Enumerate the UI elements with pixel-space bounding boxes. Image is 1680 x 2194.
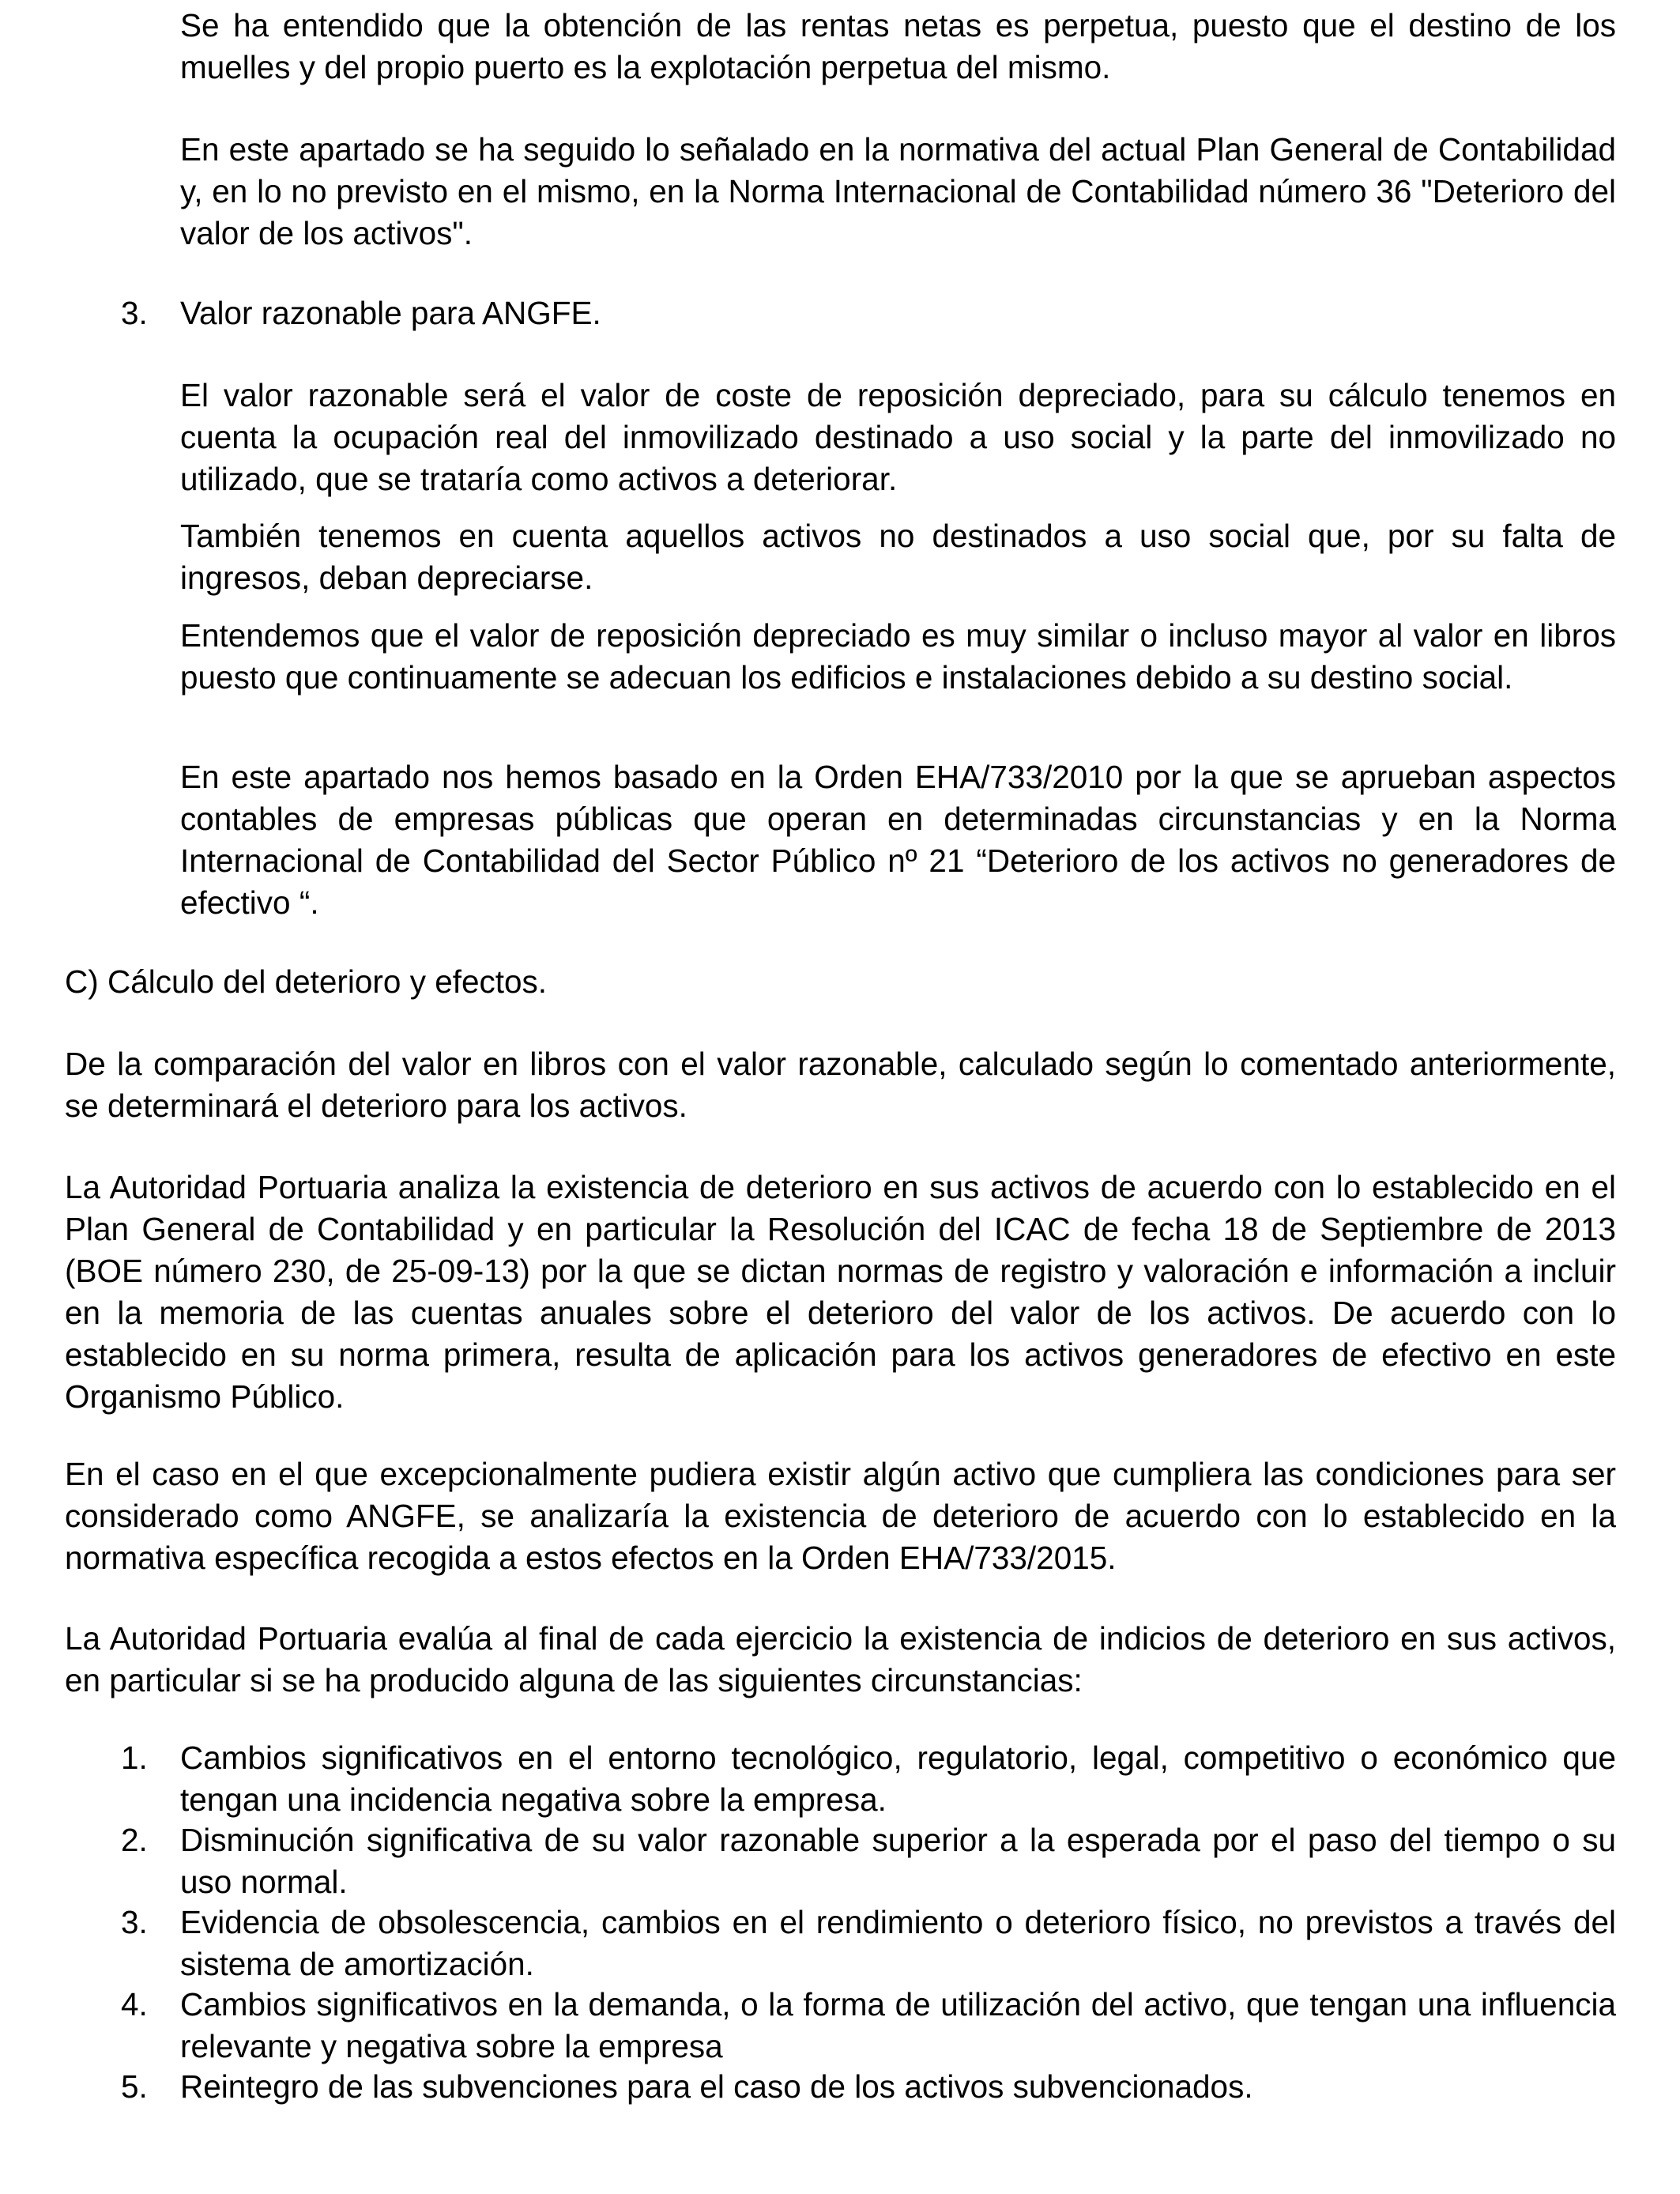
paragraph-orden-eha: En este apartado nos hemos basado en la Orden EHA/733/2010 por la que se aprueban aspectos contables de empresas públicas que operan en determinadas circunstancias y en la Norma Internacional de Contabilidad del Sector Público nº 21 “Deterioro de los activos no generadores de efectivo “. <box>180 759 1616 921</box>
section-number-3: 3. <box>121 295 148 331</box>
paragraph-activos-no-sociales: También tenemos en cuenta aquellos activos no destinados a uso social que, por su falta de ingresos, deban depreciarse. <box>180 518 1616 596</box>
paragraph-valor-reposicion: Entendemos que el valor de reposición depreciado es muy similar o incluso mayor al valor en libros puesto que continuamente se adecuan los edificios e instalaciones debido a su destino social. <box>180 617 1616 696</box>
list-item: Cambios significativos en la demanda, o la forma de utilización del activo, que tengan una influencia relevante y negativa sobre la empresa <box>180 1986 1616 2064</box>
paragraph-evaluacion-indicios: La Autoridad Portuaria evalúa al final de cada ejercicio la existencia de indicios de deterioro en sus activos, en particular si se ha producido alguna de las siguientes circunstancias: <box>65 1620 1616 1698</box>
list-item-number: 2. <box>121 1822 148 1858</box>
paragraph-valor-razonable: El valor razonable será el valor de coste de reposición depreciado, para su cálculo tenemos en cuenta la ocupación real del inmovilizado destinado a uso social y la parte del inmovilizado no utilizado, que se trataría como activos a deteriorar. <box>180 377 1616 497</box>
list-item-number: 4. <box>121 1986 148 2022</box>
paragraph-angfe: En el caso en el que excepcionalmente pudiera existir algún activo que cumpliera las condiciones para ser considerado como ANGFE, se analizaría la existencia de deterioro de acuerdo con lo establecido en la normativa específica recogida a estos efectos en la Orden EHA/733/2015. <box>65 1456 1616 1576</box>
paragraph-normativa-pgc: En este apartado se ha seguido lo señalado en la normativa del actual Plan General de Contabilidad y, en lo no previsto en el mismo, en la Norma Internacional de Contabilidad número 36 "Deterioro del valor de los activos". <box>180 131 1616 251</box>
paragraph-comparacion: De la comparación del valor en libros con el valor razonable, calculado según lo comentado anteriormente, se determinará el deterioro para los activos. <box>65 1046 1616 1124</box>
list-item: Reintegro de las subvenciones para el caso de los activos subvencionados. <box>180 2068 1253 2105</box>
section-title-valor-razonable: Valor razonable para ANGFE. <box>180 295 601 331</box>
list-item-number: 3. <box>121 1904 148 1940</box>
list-item: Evidencia de obsolescencia, cambios en el rendimiento o deterioro físico, no previstos a través del sistema de amortización. <box>180 1904 1616 1982</box>
list-item: Cambios significativos en el entorno tecnológico, regulatorio, legal, competitivo o económico que tengan una incidencia negativa sobre la empresa. <box>180 1740 1616 1818</box>
list-item-number: 5. <box>121 2068 148 2105</box>
list-item-number: 1. <box>121 1740 148 1776</box>
section-heading-c: C) Cálculo del deterioro y efectos. <box>65 963 548 1000</box>
list-item: Disminución significativa de su valor razonable superior a la esperada por el paso del tiempo o su uso normal. <box>180 1822 1616 1900</box>
paragraph-rentas-perpetuas: Se ha entendido que la obtención de las rentas netas es perpetua, puesto que el destino de los muelles y del propio puerto es la explotación perpetua del mismo. <box>180 7 1616 85</box>
paragraph-analisis-deterioro: La Autoridad Portuaria analiza la existencia de deterioro en sus activos de acuerdo con lo establecido en el Plan General de Contabilidad y en particular la Resolución del ICAC de fecha 18 de Septiembre de 2013 (BOE número 230, de 25-09-13) por la que se dictan normas de registro y valoración e información a incluir en la memoria de las cuentas anuales sobre el deterioro del valor de los activos. De acuerdo con lo establecido en su norma primera, resulta de aplicación para los activos generadores de efectivo en este Organismo Público. <box>65 1169 1616 1415</box>
